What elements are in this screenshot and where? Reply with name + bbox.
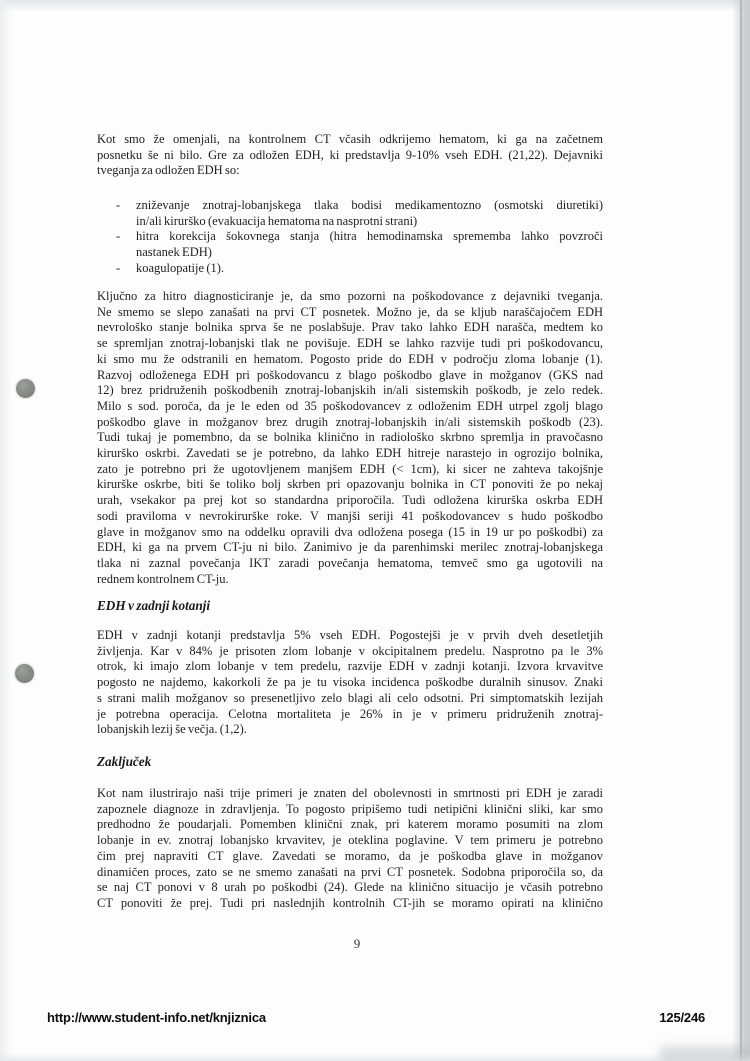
text-line: sodi praviloma v nevrokirurške roke. V manjši seriji 41 poškodovancev s hudo poškodbo	[97, 508, 603, 523]
text-line: tveganja za odložen EDH so:	[97, 163, 240, 178]
text-line: lobanjskih lezij še večja. (1,2).	[97, 722, 247, 737]
posterior-fossa-paragraph	[97, 628, 603, 738]
text-line: ki smo mu že odstranili en hematom. Pogosto pride do EDH v področju zloma lobanje (1).	[97, 351, 603, 366]
text-line: kirurške oskrbe, biti še toliko bolj skrben pri opazovanju bolnika in CT ponoviti že po nekaj	[97, 477, 603, 492]
text-line: zapoznele diagnoze in zdravljenja. To pogosto pripišemo tudi netipični klinični sliki, kar smo	[97, 801, 603, 816]
text-line: se naj CT ponovi v 8 urah po poškodbi (24). Glede na klinično situacijo je včasih potrebno	[97, 880, 603, 895]
text-line: zato je potrebno pri že ugotovljenem manjšem EDH (< 1cm), ki sicer ne zahteva takojšnje	[97, 461, 603, 476]
footer-page-counter: 125/246	[659, 1010, 705, 1025]
scan-edge-top	[0, 0, 750, 12]
text-line: Kot smo že omenjali, na kontrolnem CT včasih odkrijemo hematom, ki ga na začetnem	[97, 132, 603, 146]
text-line: CT ponoviti že prej. Tudi pri naslednjih kontrolnih CT-jih se moramo opirati na klinično	[97, 895, 603, 910]
posterior-fossa-heading: EDH v zadnji kotanji	[97, 598, 211, 613]
hole-punch-top	[16, 379, 35, 398]
text-line: posnetku še ni bilo. Gre za odložen EDH, ki predstavlja 9-10% vseh EDH. (21,22). Dejavniki	[97, 147, 603, 162]
text-line: Razvoj odloženega EDH pri poškodovancu z blago poškodbo glave in možganov (GKS nad	[97, 367, 603, 382]
text-line: EDH v zadnji kotanji predstavlja 5% vseh EDH. Pogostejši je v prvih dveh desetletjih	[97, 628, 603, 642]
risk-factor-item	[97, 229, 603, 260]
text-line: predhodno že poudarjali. Pomemben klinični znak, pri katerem moramo posumiti na zlom	[97, 817, 603, 832]
diagnosis-paragraph	[97, 289, 603, 587]
text-line: nevrološko stanje bolnika sprva še ne poslabšuje. Prav tako lahko EDH narašča, medtem ko	[97, 320, 603, 335]
text-line: poškodbo glave in možganov brez drugih znotraj-lobanjskih in/ali sistemskih poškodb (23).	[97, 414, 603, 429]
text-line: čim prej napraviti CT glave. Zavedati se moramo, da je poškodba glave in možganov	[97, 848, 603, 863]
text-line: EDH, ki ga na prvem CT-ju ni bilo. Zanimivo je da parenhimski merilec znotraj-lobanjskega	[97, 540, 603, 555]
risk-factors-list	[97, 198, 603, 277]
text-line: otrok, ki imajo zlom lobanje v tem predelu, razvije EDH v zadnji kotanji. Izvora krvavitve	[97, 659, 603, 674]
text-line: tlaka ni zaznal povečanja IKT zaradi povečanja hematoma, temveč smo ga ugotovili na	[97, 555, 603, 570]
scan-corner-smudge	[660, 1047, 750, 1061]
scan-edge-left	[0, 0, 12, 1061]
text-line: s strani malih možganov so presenetljivo zelo blagi ali celo odsotni. Pri simptomatskih lezijah	[97, 690, 603, 705]
scan-edge-bottom	[0, 1053, 750, 1061]
risk-factor-item	[97, 261, 603, 277]
text-line: Ključno za hitro diagnosticiranje je, da smo pozorni na poškodovance z dejavniki tveganja.	[97, 289, 603, 303]
text-line: kirurško oskrbi. Zavedati se je potrebno, da lahko EDH hitreje narastejo in ogrozijo bolnika,	[97, 446, 603, 461]
text-line: urah, vsekakor pa prej kot so standardna priporočila. Tudi odložena kirurška oskrba EDH	[97, 493, 603, 508]
text-line: rednem kontrolnem CT-ju.	[97, 571, 229, 586]
conclusion-paragraph	[97, 786, 603, 912]
page-number: 9	[353, 936, 361, 951]
bullet-dash: -	[116, 198, 121, 212]
text-line: 12) brez pridruženih poškodbenih znotraj-lobanjskih in/ali sistemskih poškodb, je zelo redek.	[97, 383, 603, 398]
text-line: lobanje in ev. znotraj lobanjsko krvavitev, je oteklina poglavine. V tem primeru je potrebno	[97, 833, 603, 848]
text-line: Kot nam ilustrirajo naši trije primeri je znaten del obolevnosti in smrtnosti pri EDH je zaradi	[97, 786, 603, 800]
text-line: hitra korekcija šokovnega stanja (hitra hemodinamska sprememba lahko povzroči	[136, 229, 603, 244]
bullet-lines	[136, 198, 603, 229]
text-line: nastanek EDH)	[136, 245, 212, 260]
bullet-dash: -	[116, 260, 121, 275]
bullet-lines	[136, 261, 603, 277]
text-line: je potrebna operacija. Celotna mortaliteta je 26% in je v primeru pridruženih znotraj-	[97, 706, 603, 721]
bullet-dash: -	[116, 229, 121, 244]
text-line: in/ali kirurško (evakuacija hematoma na nasprotni strani)	[136, 213, 418, 228]
text-line: glave in možganov smo na oddelku opravili dva odložena posega (15 in 19 ur po poškodbi) za	[97, 524, 603, 539]
text-line: zniževanje znotraj-lobanjskega tlaka bodisi medikamentozno (osmotski diuretiki)	[136, 198, 603, 212]
scan-edge-right-line	[740, 0, 742, 1061]
footer-url: http://www.student-info.net/knjiznica	[47, 1010, 266, 1025]
text-line: Milo s sod. poroča, da je le eden od 35 poškodovancev z odloženim EDH utrpel zgolj blago	[97, 398, 603, 413]
bullet-lines	[136, 229, 603, 260]
text-line: se spremljan znotraj-lobanjski tlak ne povišuje. EDH se lahko razvije tudi pri poškodovancu,	[97, 336, 603, 351]
text-line: pogosto ne najdemo, kakorkoli že pa je tu visoka incidenca poškodbe duralnih sinusov. Znaki	[97, 675, 603, 690]
text-line: koagulopatije (1).	[136, 260, 225, 275]
text-line: življenja. Kar v 84% je prisoten zlom lobanje v okcipitalnem predelu. Nasprotno pa le 3%	[97, 643, 603, 658]
text-line: Ne smemo se slepo zanašati na prvi CT posnetek. Možno je, da se kljub naraščajočem EDH	[97, 304, 603, 319]
text-line: dinamičen proces, zato se ne smemo zanašati na prvi CT posnetek. Sodobna priporočila so, da	[97, 864, 603, 879]
hole-punch-bottom	[15, 664, 34, 683]
text-line: Tudi tukaj je pomembno, da se bolnika klinično in radiološko skrbno spremlja in pravočasno	[97, 430, 603, 445]
intro-paragraph	[97, 132, 603, 179]
risk-factor-item	[97, 198, 603, 229]
conclusion-heading: Zaključek	[97, 754, 152, 769]
